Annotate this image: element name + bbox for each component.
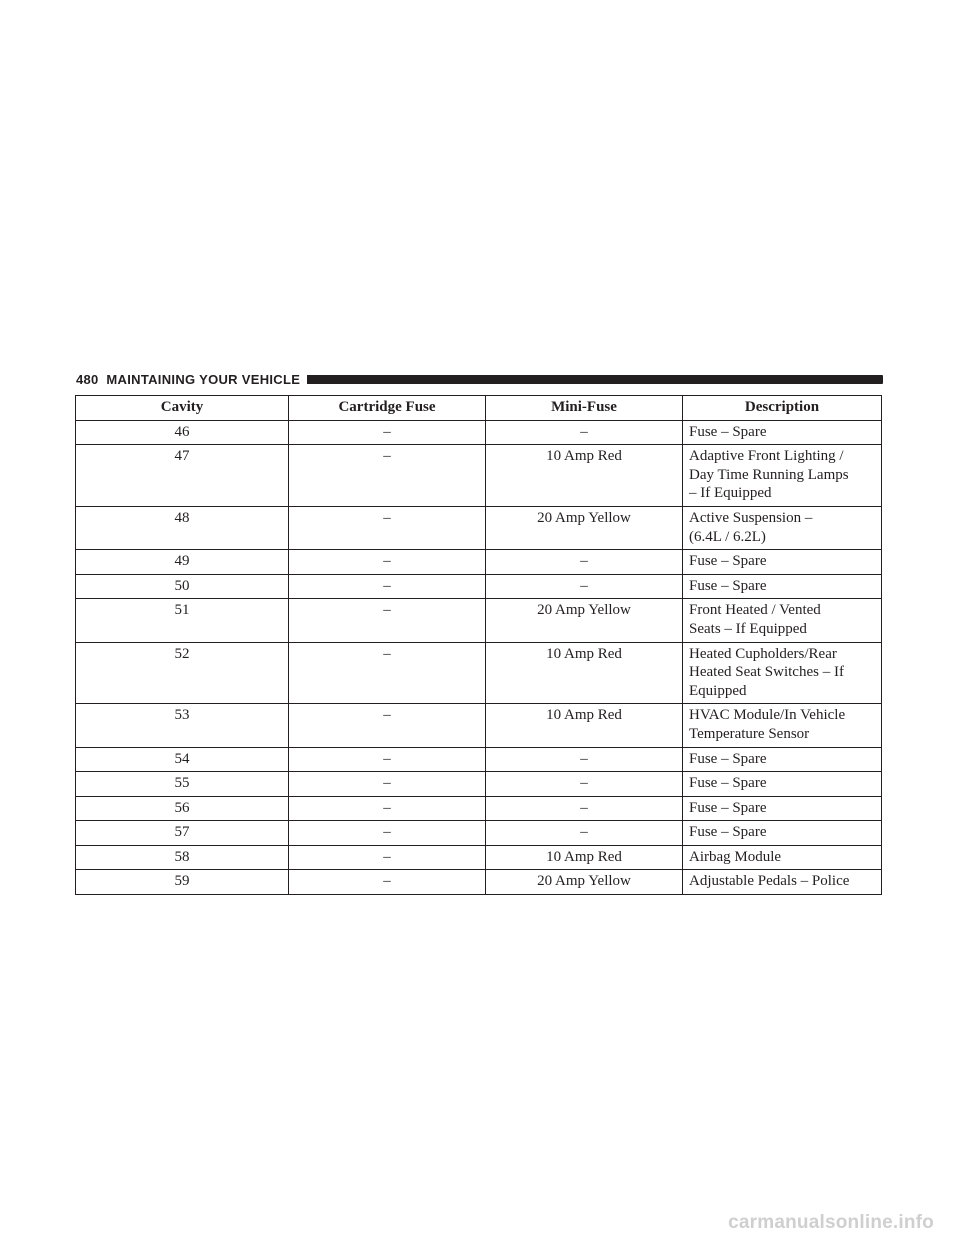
mini-fuse-cell: 10 Amp Red — [486, 704, 683, 747]
description-line: Fuse – Spare — [689, 750, 767, 767]
header-cavity: Cavity — [76, 396, 289, 421]
fuse-table — [75, 395, 882, 895]
header-description: Description — [683, 396, 882, 421]
cavity-cell: 53 — [76, 704, 289, 747]
mini-fuse-cell: – — [486, 420, 683, 445]
mini-fuse-cell: – — [486, 796, 683, 821]
description-cell — [683, 420, 882, 445]
description-line: Front Heated / Vented — [689, 602, 821, 619]
mini-fuse-cell: – — [486, 747, 683, 772]
table-row — [76, 574, 882, 599]
mini-fuse-cell: – — [486, 821, 683, 846]
mini-fuse-cell: 20 Amp Yellow — [486, 870, 683, 895]
cavity-cell: 49 — [76, 550, 289, 575]
page-header-text — [76, 372, 300, 387]
description-line: Equipped — [689, 682, 747, 699]
table-row — [76, 870, 882, 895]
cartridge-fuse-cell: – — [289, 845, 486, 870]
table-row — [76, 845, 882, 870]
cavity-cell: 54 — [76, 747, 289, 772]
cavity-cell: 51 — [76, 599, 289, 642]
section-title: MAINTAINING YOUR VEHICLE — [106, 371, 301, 387]
description-cell — [683, 796, 882, 821]
table-row — [76, 420, 882, 445]
cartridge-fuse-cell: – — [289, 704, 486, 747]
table-header-row — [76, 396, 882, 421]
cartridge-fuse-cell: – — [289, 445, 486, 507]
cartridge-fuse-cell: – — [289, 599, 486, 642]
mini-fuse-cell: 20 Amp Yellow — [486, 506, 683, 549]
description-cell — [683, 574, 882, 599]
table-row — [76, 821, 882, 846]
description-line: Airbag Module — [689, 848, 782, 865]
description-cell — [683, 642, 882, 704]
description-line: Fuse – Spare — [689, 577, 767, 594]
table-row — [76, 506, 882, 549]
watermark: carmanualsonline.info — [728, 1212, 934, 1233]
cavity-cell: 56 — [76, 796, 289, 821]
description-line: Day Time Running Lamps — [689, 466, 849, 483]
cartridge-fuse-cell: – — [289, 870, 486, 895]
description-cell — [683, 445, 882, 507]
description-line: Fuse – Spare — [689, 824, 767, 841]
mini-fuse-cell: 10 Amp Red — [486, 642, 683, 704]
cartridge-fuse-cell: – — [289, 796, 486, 821]
cavity-cell: 48 — [76, 506, 289, 549]
table-row — [76, 445, 882, 507]
description-cell — [683, 550, 882, 575]
description-line: Seats – If Equipped — [689, 620, 807, 637]
cartridge-fuse-cell: – — [289, 642, 486, 704]
cartridge-fuse-cell: – — [289, 747, 486, 772]
cartridge-fuse-cell: – — [289, 420, 486, 445]
description-cell — [683, 704, 882, 747]
cartridge-fuse-cell: – — [289, 821, 486, 846]
mini-fuse-cell: – — [486, 772, 683, 797]
description-line: HVAC Module/In Vehicle — [689, 707, 846, 724]
description-cell — [683, 747, 882, 772]
page-header — [76, 370, 883, 388]
mini-fuse-cell: – — [486, 550, 683, 575]
description-line: Heated Cupholders/Rear — [689, 645, 837, 662]
cavity-cell: 52 — [76, 642, 289, 704]
cavity-cell: 50 — [76, 574, 289, 599]
description-line: (6.4L / 6.2L) — [689, 528, 766, 545]
cavity-cell: 58 — [76, 845, 289, 870]
table-row — [76, 772, 882, 797]
cartridge-fuse-cell: – — [289, 506, 486, 549]
description-line: Adjustable Pedals – Police — [689, 873, 850, 890]
cavity-cell: 55 — [76, 772, 289, 797]
table-row — [76, 642, 882, 704]
mini-fuse-cell: – — [486, 574, 683, 599]
table-row — [76, 796, 882, 821]
cavity-cell: 59 — [76, 870, 289, 895]
table-row — [76, 704, 882, 747]
cavity-cell: 57 — [76, 821, 289, 846]
description-line: Fuse – Spare — [689, 775, 767, 792]
mini-fuse-cell: 20 Amp Yellow — [486, 599, 683, 642]
table-row — [76, 747, 882, 772]
description-cell — [683, 599, 882, 642]
description-cell — [683, 772, 882, 797]
table-row — [76, 550, 882, 575]
description-cell — [683, 506, 882, 549]
description-line: Adaptive Front Lighting / — [689, 448, 844, 465]
cavity-cell: 47 — [76, 445, 289, 507]
description-line: Fuse – Spare — [689, 553, 767, 570]
cavity-cell: 46 — [76, 420, 289, 445]
table-row — [76, 599, 882, 642]
cartridge-fuse-cell: – — [289, 550, 486, 575]
mini-fuse-cell: 10 Amp Red — [486, 445, 683, 507]
description-line: Heated Seat Switches – If — [689, 664, 844, 681]
description-cell — [683, 845, 882, 870]
header-rule — [307, 375, 883, 384]
description-cell — [683, 870, 882, 895]
cartridge-fuse-cell: – — [289, 772, 486, 797]
table-body — [76, 420, 882, 894]
description-line: Fuse – Spare — [689, 799, 767, 816]
description-cell — [683, 821, 882, 846]
mini-fuse-cell: 10 Amp Red — [486, 845, 683, 870]
cartridge-fuse-cell: – — [289, 574, 486, 599]
header-cartridge-fuse: Cartridge Fuse — [289, 396, 486, 421]
description-line: Fuse – Spare — [689, 423, 767, 440]
description-line: Active Suspension – — [689, 509, 813, 526]
page-number: 480 — [76, 371, 99, 387]
description-line: Temperature Sensor — [689, 725, 810, 742]
header-mini-fuse: Mini-Fuse — [486, 396, 683, 421]
description-line: – If Equipped — [689, 485, 772, 502]
